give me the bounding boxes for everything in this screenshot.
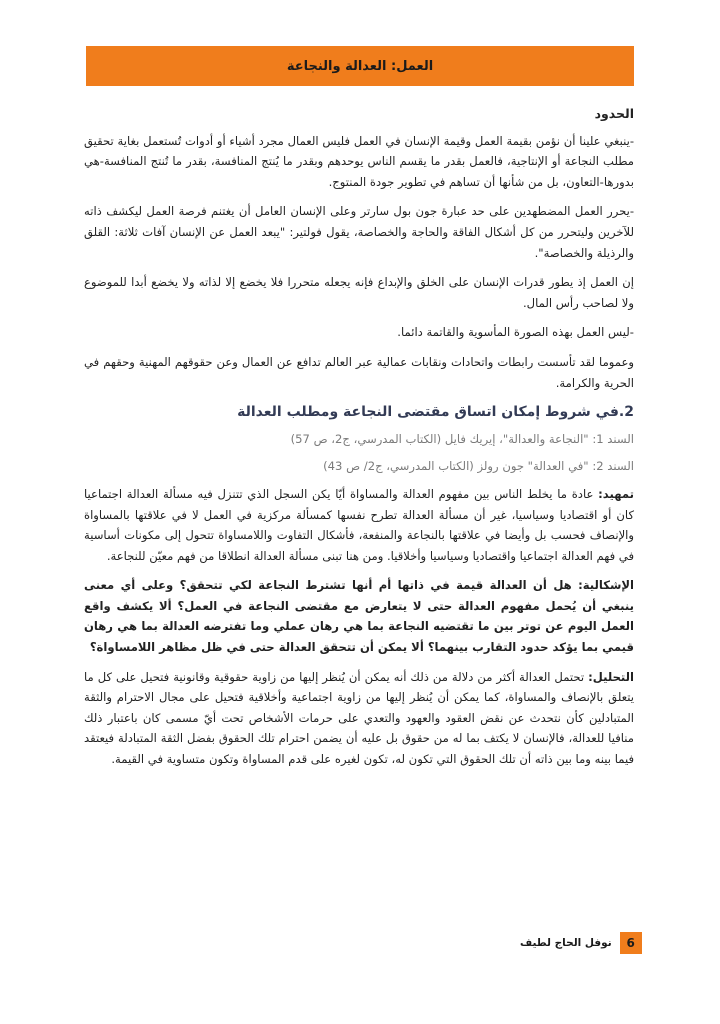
chapter-title: العمل: العدالة والنجاعة [286, 58, 434, 74]
author-name: نوفل الحاج لطيف [520, 937, 612, 949]
subsection-heading: 2.في شروط إمكان اتساق مقتضى النجاعة ومطلب العدالة [237, 404, 634, 421]
intro-text: عادة ما يخلط الناس بين مفهوم العدالة والمساواة أيّا يكن السجل الذي تتنزل فيه مسألة العدالة اجتماعيا كان أو اقتصاديا وسياسيا، غير أن مسألة العدالة تطرح نفسها كمسألة مركزية في العمل لا في علاقتها بالمساواة والإنصاف فحسب بل وأيضا في علاقتها بالنجاعة والمنفعة، فأشكال التفاوت واللامساواة تتحول إلى مكونات أساسية في فهم العدالة اجتماعيا واقتصاديا وسياسيا وأخلاقيا. ومن هنا تبنى مسألة العدالة انطلاقا من فهم معيّن للنجاعة. [84, 486, 634, 563]
page-number: 6 [626, 936, 635, 950]
source-2: السند 2: "في العدالة" جون رولز (الكتاب المدرسي، ج2/ ص 43) [323, 459, 634, 474]
page-footer [520, 932, 642, 954]
paragraph-2: -يحرر العمل المضطهدين على حد عبارة جون بول سارتر وعلى الإنسان العامل أن يغتنم فرصة العمل ليكشف ذاته للآخرين وليتحرر من كل أشكال الفاقة والحاجة والخصاصة، يقول فولتير: "يبعد العمل عن الإنسان آفات ثلاثة: القلق والرذيلة والخصاصة". [84, 204, 634, 260]
analysis-paragraph [84, 667, 634, 770]
page-number-badge [620, 932, 642, 954]
intro-paragraph [84, 484, 634, 566]
intro-label: تمهيد: [598, 486, 634, 501]
limits-heading: الحدود [594, 106, 634, 121]
analysis-label: التحليل: [588, 669, 634, 684]
paragraph-4: -ليس العمل بهذه الصورة المأسوية والقاتمة دائما. [397, 325, 634, 340]
paragraph-1: -ينبغي علينا أن نؤمن بقيمة العمل وقيمة الإنسان في العمل فليس العمال مجرد أشياء أو أدوات تُستعمل بغاية تحقيق مطلب النجاعة أو الإنتاجية، فالعمل بقدر ما يقسم الناس يوحدهم وبقدر ما يُنتج المنافسة، بقدر ما تُنتج المنافسة-هي بدورها-التعاون، بل من شأنها أن تساهم في تطوير جودة المنتوج. [84, 133, 634, 189]
paragraph-5: وعموما لقد تأسست رابطات واتحادات ونقابات عمالية عبر العالم تدافع عن العمال وعن حقوقهم المهنية وحقهم في الحرية والكرامة. [84, 354, 634, 390]
paragraph-3: إن العمل إذ يطور قدرات الإنسان على الخلق والإبداع فإنه يجعله متحررا فلا يخضع إلا لذاته ولا يخضع أبدا للموضوع ولا لصاحب رأس المال. [84, 275, 634, 310]
document-body [84, 104, 634, 779]
problem-paragraph: الإشكالية: هل أن العدالة قيمة في ذاتها أم أنها تشترط النجاعة لكي تتحقق؟ وعلى أي معنى ينبغي أن يُحمل مفهوم العدالة حتى لا يتعارض مع مقتضى النجاعة في العمل؟ ألا يكشف واقع العمل اليوم عن توتر بين ما تقتضيه النجاعة بما هي رهان عملي وما تفترضه العدالة بما هي رهان قيمي بما يؤكد حدود التقارب بينهما؟ ألا يمكن أن تتحقق العدالة حتى في ظل مظاهر اللامساواة؟ [84, 578, 634, 655]
analysis-text: تحتمل العدالة أكثر من دلالة من ذلك أنه يمكن أن يُنظر إليها من زاوية حقوقية وقانونية فتحيل على كل ما يتعلق بالإنصاف والمساواة، كما يمكن أن يُنظر إليها من زاوية اجتماعية وأخلاقية فتحيل على مجال الاحترام والثقة المتبادلين كأن نتحدث عن نقض العقود والعهود والتعدي على حرمات الأشخاص تحت أيّ مسمى كان باعتبار ذلك منافيا للعدالة، فالإنسان لا يكتف بما له من حقوق بل عليه أن يضمن احترام تلك الحقوق بفضل الثقة المتبادلة فيعتقد فيما بينه وما بين ذاته أن تلك الحقوق التي تكون له، تكون لغيره على قدم المساواة وتكون متساوية في القيمة. [84, 669, 634, 767]
source-1: السند 1: "النجاعة والعدالة"، إيريك فايل (الكتاب المدرسي، ج2، ص 57) [290, 431, 634, 446]
chapter-header-bar [86, 46, 634, 86]
